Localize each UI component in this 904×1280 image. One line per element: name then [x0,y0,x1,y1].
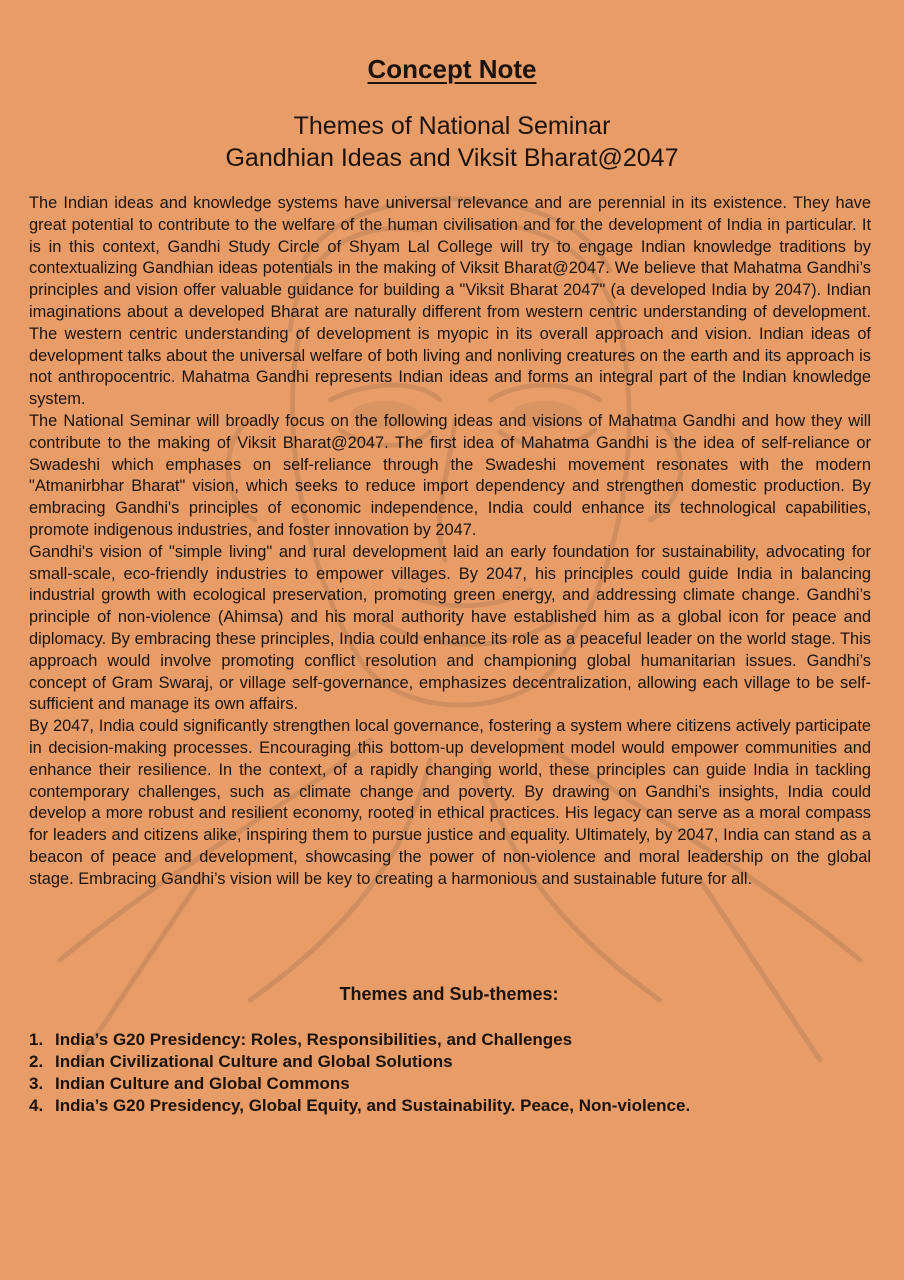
body-paragraph: Gandhi's vision of "simple living" and rural development laid an early foundation for sustainability, advocating for small-scale, eco-friendly industries to empower villages. By 2047, his principles could guide India in balancing industrial growth with ecological preservation, promoting green energy, and addressing climate change. Gandhi’s principle of non-violence (Ahimsa) and his moral authority have established him as a global icon for peace and diplomacy. By embracing these principles, India could enhance its role as a peaceful leader on the world stage. This approach would involve promoting conflict resolution and championing global humanitarian issues. Gandhi’s concept of Gram Swaraj, or village self-governance, emphasizes decentralization, allowing each village to be self-sufficient and manage its own affairs. [29,542,871,714]
list-item-text: India’s G20 Presidency: Roles, Responsibilities, and Challenges [55,1030,573,1049]
list-item-number: 1. [29,1030,44,1049]
themes-heading: Themes and Sub-themes: [339,984,559,1004]
list-item-text: Indian Culture and Global Commons [55,1074,350,1093]
themes-list [29,1029,690,1117]
seminar-subtitle-line2: Gandhian Ideas and Viksit Bharat@2047 [225,144,679,172]
body-paragraph: The National Seminar will broadly focus on the following ideas and visions of Mahatma Gandhi and how they will contribute to the making of Viksit Bharat@2047. The first idea of Mahatma Gandhi is the idea of self-reliance or Swadeshi which emphases on self-reliance through the Swadeshi movement resonates with the modern "Atmanirbhar Bharat" vision, which seeks to reduce import dependency and strengthen domestic production. By embracing Gandhi's principles of economic independence, India could enhance its technological capabilities, promote indigenous industries, and foster innovation by 2047. [29,411,871,539]
list-item [29,1051,690,1073]
body-paragraph: The Indian ideas and knowledge systems have universal relevance and are perennial in its existence. They have great potential to contribute to the welfare of the human civilisation and for the development of India in particular. It is in this context, Gandhi Study Circle of Shyam Lal College will try to engage Indian knowledge traditions by contextualizing Gandhian ideas potentials in the making of Viksit Bharat@2047. We believe that Mahatma Gandhi’s principles and vision offer valuable guidance for building a "Viksit Bharat 2047" (a developed India by 2047). Indian imaginations about a developed Bharat are naturally different from western centric understanding of development. The western centric understanding of development is myopic in its overall approach and vision. Indian ideas of development talks about the universal welfare of both living and nonliving creatures on the earth and its approach is not anthropocentric. Mahatma Gandhi represents Indian ideas and forms an integral part of the Indian knowledge system. [29,194,871,409]
list-item-number: 3. [29,1074,44,1093]
list-item [29,1095,690,1117]
seminar-subtitle-line1: Themes of National Seminar [293,112,611,140]
list-item [29,1029,690,1051]
page-title: Concept Note [367,54,537,84]
list-item-text: Indian Civilizational Culture and Global Solutions [55,1052,453,1071]
concept-body [29,193,871,891]
list-item-text: India’s G20 Presidency, Global Equity, and Sustainability. Peace, Non-violence. [55,1096,691,1115]
list-item-number: 4. [29,1096,44,1115]
list-item [29,1073,690,1095]
list-item-number: 2. [29,1052,44,1071]
body-paragraph: By 2047, India could significantly strengthen local governance, fostering a system where citizens actively participate in decision-making processes. Encouraging this bottom-up development model would empower communities and enhance their resilience. In the context, of a rapidly changing world, these principles can guide India in tackling contemporary challenges, such as climate change and poverty. By drawing on Gandhi’s insights, India could develop a more robust and resilient economy, rooted in ethical practices. His legacy can serve as a moral compass for leaders and citizens alike, inspiring them to pursue justice and equality. Ultimately, by 2047, India can stand as a beacon of peace and development, showcasing the power of non-violence and moral leadership on the global stage. Embracing Gandhi’s vision will be key to creating a harmonious and sustainable future for all. [29,717,871,888]
